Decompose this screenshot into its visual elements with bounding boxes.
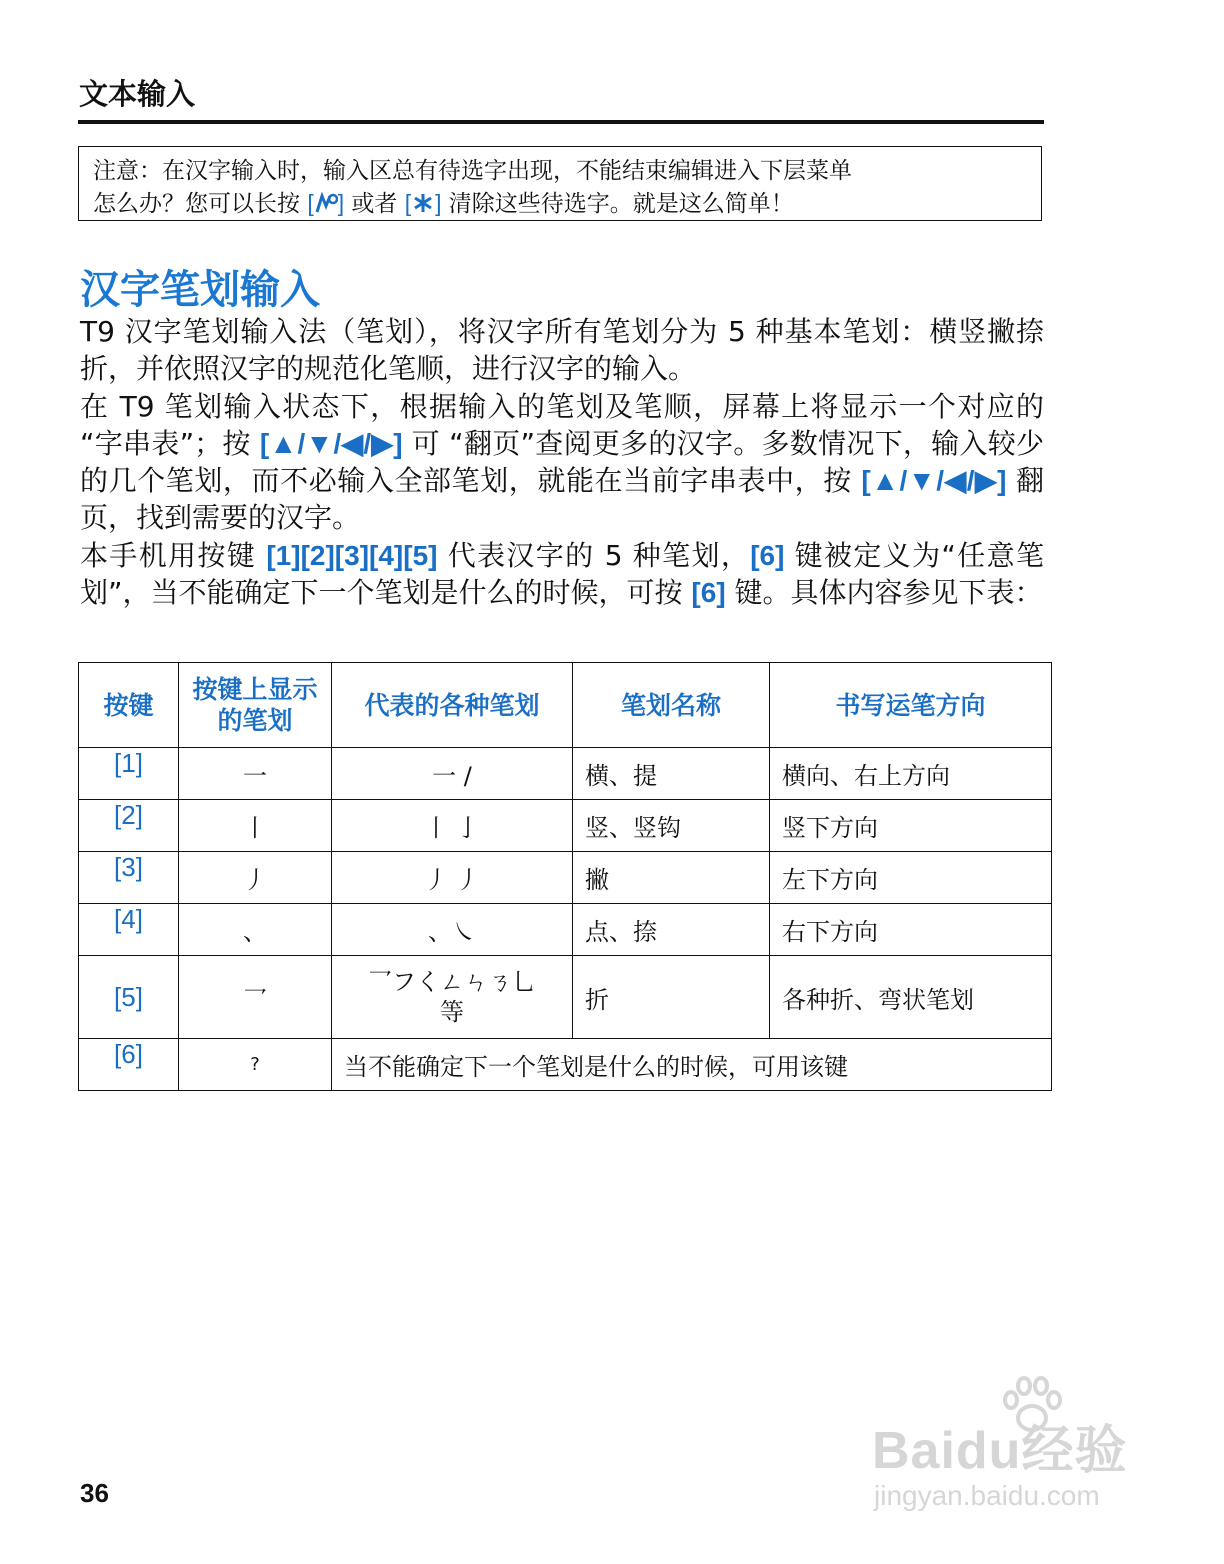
header-stroke-name: 笔划名称 (573, 663, 770, 748)
row-stroke-variants: 一 / (332, 748, 573, 800)
row-key: [5] (79, 956, 179, 1039)
row-stroke-variants: 、㇏ (332, 904, 573, 956)
paging-paragraph: 在 T9 笔划输入状态下，根据输入的笔划及笔顺，屏幕上将显示一个对应的 “字串表”；按 [▲/▼/◀/▶] 可 “翻页”查阅更多的汉字。多数情况下，输入较少的几个笔划，而不必输入全部笔划，就能在当前字串表中，按 [▲/▼/◀/▶] 翻页，找到需要的汉字。 (80, 390, 1044, 534)
row-key: [3] (79, 852, 179, 904)
header-rule (78, 120, 1044, 124)
row-stroke-name: 竖、竖钩 (573, 800, 770, 852)
clear-key-icon: [ ] (307, 190, 345, 216)
row-shown-stroke: 一 (179, 748, 332, 800)
row-shown-stroke: 乛 (179, 956, 332, 1039)
row-stroke-name: 折 (573, 956, 770, 1039)
page-header-title: 文本输入 (79, 77, 196, 111)
key-6-label: [6] (750, 540, 785, 571)
row-key: [1] (79, 748, 179, 800)
star-key-icon: [ ] (404, 190, 442, 216)
nav-keys-label-2: [▲/▼/◀/▶] (861, 465, 1007, 496)
watermark-url: jingyan.baidu.com (874, 1480, 1100, 1511)
section-title: 汉字笔划输入 (80, 267, 320, 313)
note-line-1: 注意：在汉字输入时，输入区总有待选字出现，不能结束编辑进入下层菜单 (93, 158, 852, 184)
row-shown-stroke: ? (179, 1039, 332, 1091)
nav-keys-label: [▲/▼/◀/▶] (259, 428, 403, 459)
row-direction: 右下方向 (770, 904, 1052, 956)
note-line-2: 怎么办？您可以长按 [ ] 或者 [ ] 清除这些待选字。就是这么简单！ (93, 190, 794, 217)
intro-paragraph: T9 汉字笔划输入法（笔划），将汉字所有笔划分为 5 种基本笔划：横竖撇捺折，并依照汉字的规范化笔顺，进行汉字的输入。 (80, 315, 1044, 385)
header-key: 按键 (79, 663, 179, 748)
keys-1-to-5-label: [1][2][3][4][5] (266, 540, 438, 571)
key-mapping-paragraph: 本手机用按键 [1][2][3][4][5] 代表汉字的 5 种笔划，[6] 键被定义为“任意笔划”，当不能确定下一个笔划是什么的时候，可按 [6] 键。具体内容参见下表： (80, 539, 1044, 609)
row-direction: 横向、右上方向 (770, 748, 1052, 800)
watermark-main: Baidu经验 (872, 1422, 1128, 1480)
stroke-key-table (78, 662, 1052, 1091)
row-shown-stroke: 丨 (179, 800, 332, 852)
header-direction: 书写运笔方向 (770, 663, 1052, 748)
row-direction: 左下方向 (770, 852, 1052, 904)
table-row (79, 904, 1052, 956)
row-stroke-variants: 丨 亅 (332, 800, 573, 852)
row-shown-stroke: 丿 (179, 852, 332, 904)
table-row (79, 852, 1052, 904)
row-key: [4] (79, 904, 179, 956)
row-key: [2] (79, 800, 179, 852)
row-merged-description: 当不能确定下一个笔划是什么的时候，可用该键 (332, 1039, 1052, 1091)
row-direction: 各种折、弯状笔划 (770, 956, 1052, 1039)
header-shown-stroke: 按键上显示的笔划 (179, 663, 332, 748)
table-row (79, 748, 1052, 800)
row-stroke-variants: 丿 丿 (332, 852, 573, 904)
baidu-watermark (872, 1378, 1162, 1528)
row-stroke-name: 横、提 (573, 748, 770, 800)
table-header-row (79, 663, 1052, 748)
row-stroke-variants: 乛フくㄥㄣㄋ乚 等 (332, 956, 573, 1039)
header-stroke-variants: 代表的各种笔划 (332, 663, 573, 748)
row-shown-stroke: 、 (179, 904, 332, 956)
note-box (78, 146, 1042, 221)
table-row (79, 1039, 1052, 1091)
row-stroke-name: 点、捺 (573, 904, 770, 956)
row-direction: 竖下方向 (770, 800, 1052, 852)
row-key: [6] (79, 1039, 179, 1091)
page-number: 36 (80, 1478, 109, 1508)
table-row (79, 956, 1052, 1039)
key-6-label-2: [6] (691, 577, 726, 608)
row-stroke-name: 撇 (573, 852, 770, 904)
table-row (79, 800, 1052, 852)
